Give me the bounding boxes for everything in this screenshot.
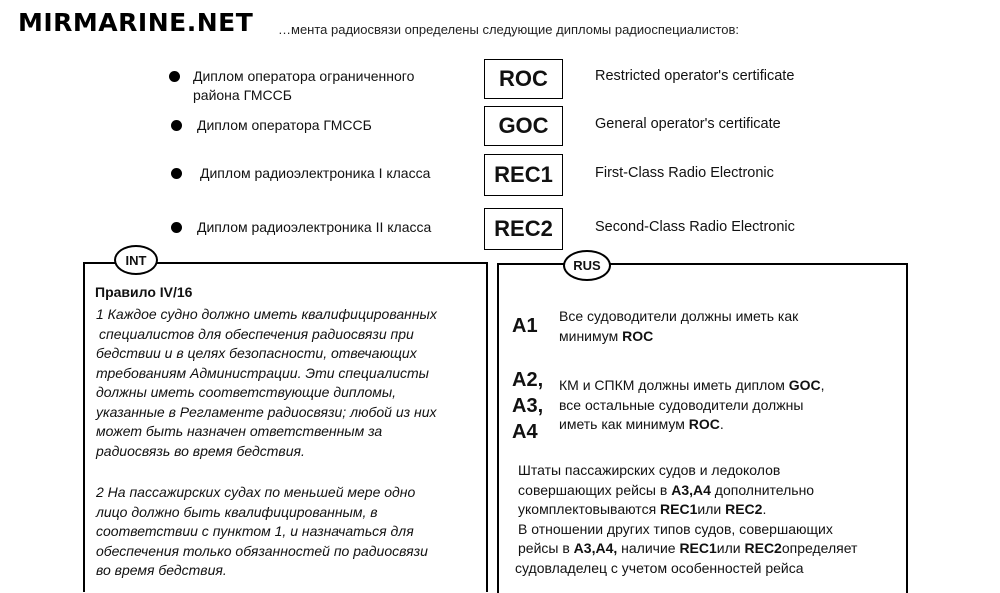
bullet-icon [169, 71, 180, 82]
cert-code-rec2: REC2 [484, 208, 563, 250]
bullet-icon [171, 222, 182, 233]
cert-goc-eng: General operator's certificate [595, 116, 781, 132]
cert-roc-eng: Restricted operator's certificate [595, 68, 795, 84]
site-watermark: MIRMARINE.NET [18, 8, 254, 37]
cert-rec2-rus: Диплом радиоэлектроника II класса [197, 219, 432, 235]
bullet-icon [171, 120, 182, 131]
intro-text: …мента радиосвязи определены следующие дипломы радиоспециалистов: [278, 22, 739, 37]
cert-code-roc: ROC [484, 59, 563, 99]
area-a1-label: A1 [512, 315, 538, 337]
area-a2-a4-label: A2, A3, A4 [512, 369, 544, 443]
cert-rec1-rus: Диплом радиоэлектроника I класса [200, 165, 431, 181]
rus-tag: RUS [563, 250, 611, 281]
cert-goc-rus: Диплом оператора ГМССБ [197, 117, 372, 133]
rule-title: Правило IV/16 [95, 284, 193, 300]
cert-roc-rus: Диплом оператора ограниченного района ГМССБ [193, 68, 415, 103]
cert-code-rec1: REC1 [484, 154, 563, 196]
crew-requirements-text: Штаты пассажирских судов и ледоколов совершающих рейсы в А3,А4 дополнительно укомплектовываются REC1или REC2. В отношении других типов судов, совершающих рейсы в А3,А4, наличие REC1или REC2определяет судовладелец с учетом особенностей рейса [515, 462, 858, 576]
cert-rec1-eng: First-Class Radio Electronic [595, 165, 774, 181]
cert-rec2-eng: Second-Class Radio Electronic [595, 219, 795, 235]
bullet-icon [171, 168, 182, 179]
area-a1-text: Все судоводители должны иметь как минимум ROC [559, 308, 799, 344]
rule-paragraph-1: 1 Каждое судно должно иметь квалифицированных специалистов для обеспечения радиосвязи при бедствии и в целях безопасности, отвечающих требованиям Администрации. Эти специалисты должны иметь соответствующие дипломы, указанные в Регламенте радиосвязи; любой из них может быть назначен ответственным за радиосвязь во время бедствия. [96, 306, 437, 459]
cert-code-goc: GOC [484, 106, 563, 146]
int-tag: INT [114, 245, 158, 275]
rule-paragraph-2: 2 На пассажирских судах по меньшей мере одно лицо должно быть квалифицированным, в соответствии с пунктом 1, и назначаться для обеспечения только обязанностей по радиосвязи во время бедствия. [96, 484, 428, 578]
area-a2-a4-text: КМ и СПКМ должны иметь диплом GOC, все остальные судоводители должны иметь как минимум ROC. [559, 377, 825, 432]
